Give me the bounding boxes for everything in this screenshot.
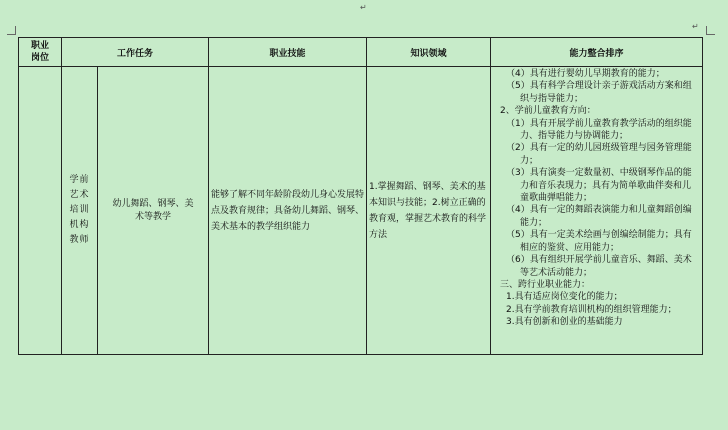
ability-line: 童歌曲弹唱能力； [520, 193, 593, 204]
ability-line: 能力； [520, 217, 548, 228]
ability-line: （3）具有演奏一定数量初、中级钢琴作品的能 [506, 168, 692, 179]
ability-line: 力和音乐表现力；具有为简单歌曲伴奏和儿 [520, 180, 692, 191]
ability-line: 2.具有学前教育培训机构的组织管理能力； [506, 304, 677, 315]
ability-line: （1）具有开展学前儿童教育教学活动的组织能 [506, 118, 692, 129]
task-text: 幼儿舞蹈、钢琴、美术等教学 [112, 198, 194, 222]
header-abilities: 能力整合排序 [491, 38, 703, 67]
curriculum-table [18, 37, 703, 355]
margin-corner-mark [706, 26, 715, 35]
header-knowledge: 知识领域 [367, 38, 491, 67]
table-row [19, 67, 703, 355]
header-post [19, 38, 62, 67]
paragraph-mark: ↵ [360, 3, 367, 12]
ability-line: 3.具有创新和创业的基础能力 [506, 317, 623, 328]
ability-line: 1.具有适应岗位变化的能力； [506, 292, 623, 303]
header-skills: 职业技能 [209, 38, 367, 67]
post-text: 学前艺术培训机构教师 [69, 175, 90, 245]
knowledge-cell [367, 67, 491, 355]
header-row [19, 38, 703, 67]
ability-line: （5）具有科学合理设计亲子游戏活动方案和组 [506, 81, 692, 92]
header-post-label: 职业岗位 [30, 41, 49, 63]
ability-section-heading: 2、学前儿童教育方向： [500, 106, 596, 117]
empty-cell [19, 67, 62, 355]
abilities-cell [491, 67, 703, 355]
ability-line: 相应的鉴赏、应用能力； [520, 242, 620, 253]
skill-text: 能够了解不同年龄阶段幼儿身心发展特点及教育规律；具备幼儿舞蹈、钢琴、美术基本的教学组织能力 [211, 189, 365, 232]
ability-line: 织与指导能力； [520, 93, 584, 104]
ability-section-heading: 三、跨行业职业能力： [500, 279, 591, 290]
ability-line: （6）具有组织开展学前儿童音乐、舞蹈、美术 [506, 255, 692, 266]
margin-corner-mark [7, 26, 16, 35]
ability-line: （4）具有一定的舞蹈表演能力和儿童舞蹈创编 [506, 205, 692, 216]
post-cell [62, 67, 98, 355]
task-cell [98, 67, 209, 355]
ability-line: （5）具有一定美术绘画与创编绘制能力；具有 [506, 230, 692, 241]
ability-line: 力； [520, 155, 539, 166]
ability-line: 力、指导能力与协调能力； [520, 131, 629, 142]
header-tasks: 工作任务 [62, 38, 209, 67]
ability-line: （4）具有进行婴幼儿早期教育的能力； [506, 69, 665, 79]
ability-line: （2）具有一定的幼儿园班级管理与园务管理能 [506, 143, 692, 154]
ability-line: 等艺术活动能力； [520, 267, 593, 278]
skill-cell [209, 67, 367, 355]
column-mark: ↵ [692, 22, 699, 31]
knowledge-text: 1.掌握舞蹈、钢琴、美术的基本知识与技能；2.树立正确的教育观，掌握艺术教育的科学方法 [369, 181, 487, 240]
